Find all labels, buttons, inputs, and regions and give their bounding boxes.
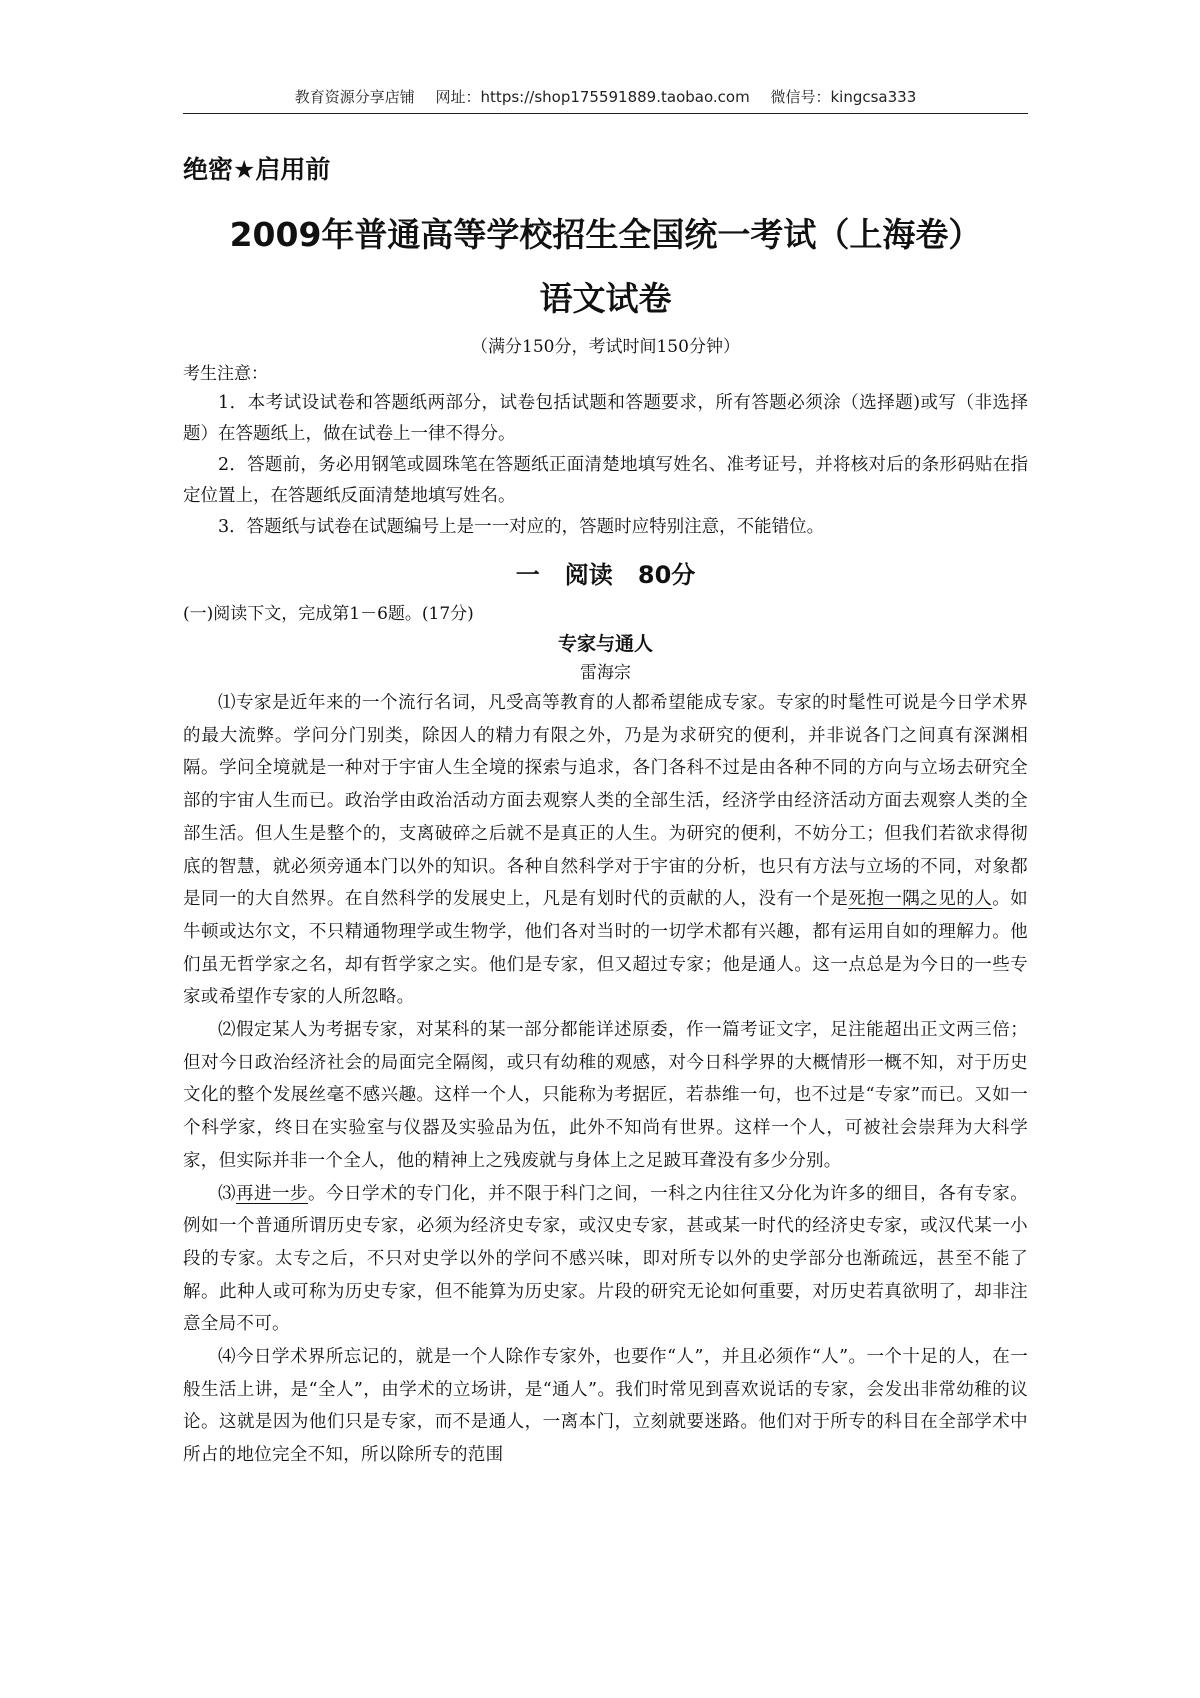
exam-subtitle: 语文试卷: [539, 279, 672, 318]
paragraph-1-text-b: 。如牛顿或达尔文，不只精通物理学或生物学，他们各对当时的一切学术都有兴趣，都有运用自如的理解力。他们虽无哲学家之名，却有哲学家之实。他们是专家，但又超过专家；他是通人。这一点总是为今日的一些专家或希望作专家的人所忽略。: [183, 889, 1028, 1008]
header-wechat: 微信号：kingcsa333: [770, 88, 917, 106]
header-website: 网址：https://shop175591889.taobao.com: [435, 88, 750, 106]
notice-item: 2．答题前，务必用钢笔或圆珠笔在答题纸正面清楚地填写姓名、准考证号，并将核对后的条形码贴在指定位置上，在答题纸反面清楚地填写姓名。: [183, 455, 1028, 506]
underlined-phrase: 再进一步: [236, 1183, 309, 1204]
underlined-phrase: 死抱一隅之见的人: [848, 889, 993, 910]
paragraph-1-text-a: ⑴专家是近年来的一个流行名词，凡受高等教育的人都希望能成专家。专家的时髦性可说是今日学术界的最大流弊。学问分门别类，除因人的精力有限之外，乃是为求研究的便利，并非说各门之间真有深渊相隔。学问全境就是一种对于宇宙人生全境的探索与追求，各门各科不过是由各种不同的方向与立场去研究全部的宇宙人生而已。政治学由政治活动方面去观察人类的全部生活，经济学由经济活动方面去观察人类的全部生活。但人生是整个的，支离破碎之后就不是真正的人生。为研究的便利，不妨分工；但我们若欲求得彻底的智慧，就必须旁通本门以外的知识。各种自然科学对于宇宙的分析，也只有方法与立场的不同，对象都是同一的大自然界。在自然科学的发展史上，凡是有划时代的贡献的人，没有一个是: [183, 693, 1028, 910]
notice-item: 3．答题纸与试卷在试题编号上是一一对应的，答题时应特别注意，不能错位。: [218, 517, 825, 537]
page-header: [183, 86, 1028, 114]
secret-mark: 绝密★启用前: [183, 155, 331, 184]
paragraph-3-number: ⑶: [218, 1183, 237, 1204]
section-heading: 一 阅读 80分: [515, 561, 696, 589]
notice-item: 1．本考试设试卷和答题纸两部分，试卷包括试题和答题要求，所有答题必须涂（选择题)或写（非选择题）在答题纸上，做在试卷上一律不得分。: [183, 393, 1028, 444]
document-body: [183, 150, 1028, 1472]
sub-instruction: (一)阅读下文，完成第1－6题。(17分): [183, 604, 474, 624]
paragraph-3: [183, 1178, 1028, 1342]
essay-title: 专家与通人: [557, 633, 653, 655]
paragraph-3-text: 。今日学术的专门化，并不限于科门之间，一科之内往往又分化为许多的细目，各有专家。例如一个普通所谓历史专家，必须为经济史专家，或汉史专家，甚或某一时代的经济史专家，或汉代某一小段的专家。太专之后，不只对史学以外的学问不感兴味，即对所专以外的史学部分也渐疏远，甚至不能了解。此种人或可称为历史专家，但不能算为历史家。片段的研究无论如何重要，对历史若真欲明了，却非注意全局不可。: [183, 1183, 1029, 1335]
paragraph-1: [183, 687, 1028, 1014]
score-line: （满分150分，考试时间150分钟）: [471, 337, 740, 357]
exam-title: 2009年普通高等学校招生全国统一考试（上海卷）: [229, 215, 982, 254]
header-shop: 教育资源分享店铺: [294, 88, 415, 106]
essay-author: 雷海宗: [580, 663, 631, 683]
notice-label: 考生注意：: [183, 364, 268, 384]
paragraph-2: ⑵假定某人为考据专家，对某科的某一部分都能详述原委，作一篇考证文字，足注能超出正文两三倍；但对今日政治经济社会的局面完全隔阂，或只有幼稚的观感，对今日科学界的大概情形一概不知，对于历史文化的整个发展丝毫不感兴趣。这样一个人，只能称为考据匠，若恭维一句，也不过是“专家”而已。又如一个科学家，终日在实验室与仪器及实验品为伍，此外不知尚有世界。这样一个人，可被社会崇拜为大科学家，但实际并非一个全人，他的精神上之残废就与身体上之足跛耳聋没有多少分别。: [183, 1020, 1028, 1171]
paragraph-4: ⑷今日学术界所忘记的，就是一个人除作专家外，也要作“人”，并且必须作“人”。一个十足的人，在一般生活上讲，是“全人”，由学术的立场讲，是“通人”。我们时常见到喜欢说话的专家，会发出非常幼稚的议论。这就是因为他们只是专家，而不是通人，一离本门，立刻就要迷路。他们对于所专的科目在全部学术中所占的地位完全不知，所以除所专的范围: [183, 1347, 1028, 1466]
